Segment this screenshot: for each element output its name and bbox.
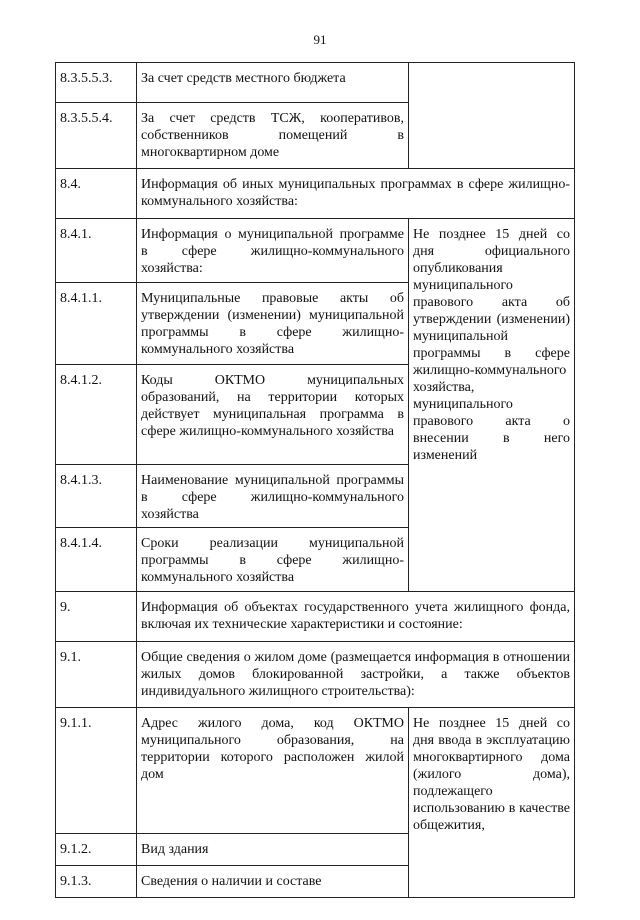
- row-description: За счет средств местного бюджета: [137, 63, 409, 103]
- deadline-house: Не позднее 15 дней со дня ввода в эксплуатацию многоквартирного дома (жилого дома), подлежащего использованию в качестве общежития,: [409, 708, 575, 898]
- row-description: Сведения о наличии и составе: [137, 866, 409, 898]
- row-description: Коды ОКТМО муниципальных образований, на территории которых действует муниципальная программа в сфере жилищно-коммунального хозяйства: [137, 365, 409, 465]
- section-heading: Информация об объектах государственного учета жилищного фонда, включая их технические характеристики и состояние:: [137, 592, 575, 642]
- row-number: 9.1.: [56, 642, 137, 708]
- row-description: За счет средств ТСЖ, кооперативов, собственников помещений в многоквартирном доме: [137, 103, 409, 169]
- row-number: 9.: [56, 592, 137, 642]
- deadline-cell-empty: [409, 63, 575, 169]
- row-description: Адрес жилого дома, код ОКТМО муниципального образования, на территории которого расположен жилой дом: [137, 708, 409, 834]
- table-row: [56, 219, 575, 283]
- table-row: [56, 642, 575, 708]
- row-number: 8.4.1.4.: [56, 528, 137, 592]
- row-number: 8.4.1.1.: [56, 283, 137, 365]
- row-description: Наименование муниципальной программы в сфере жилищно-коммунального хозяйства: [137, 465, 409, 528]
- table-row: [56, 592, 575, 642]
- row-number: 8.4.1.: [56, 219, 137, 283]
- row-number: 9.1.1.: [56, 708, 137, 834]
- row-number: 9.1.3.: [56, 866, 137, 898]
- table-row: [56, 708, 575, 834]
- page-number: 91: [313, 32, 327, 47]
- row-description: Информация о муниципальной программе в сфере жилищно-коммунального хозяйства:: [137, 219, 409, 283]
- deadline-program: Не позднее 15 дней со дня официального опубликования муниципального правового акта об утверждении (изменении) муниципальной программы в сфере жилищно-коммунального хозяйства, муниципального правового акта о внесении в него изменений: [409, 219, 575, 592]
- row-description: Вид здания: [137, 834, 409, 866]
- table-row: [56, 63, 575, 103]
- row-description: Сроки реализации муниципальной программы в сфере жилищно-коммунального хозяйства: [137, 528, 409, 592]
- row-description: Муниципальные правовые акты об утверждении (изменении) муниципальной программы в сфере жилищно-коммунального хозяйства: [137, 283, 409, 365]
- row-number: 9.1.2.: [56, 834, 137, 866]
- section-heading: Информация об иных муниципальных программах в сфере жилищно-коммунального хозяйства:: [137, 169, 575, 219]
- requirements-table: [55, 62, 575, 898]
- section-heading: Общие сведения о жилом доме (размещается информация в отношении жилых домов блокированной застройки, а также объектов индивидуального жилищного строительства):: [137, 642, 575, 708]
- row-number: 8.4.1.3.: [56, 465, 137, 528]
- table-row: [56, 169, 575, 219]
- row-number: 8.4.: [56, 169, 137, 219]
- row-number: 8.3.5.5.4.: [56, 103, 137, 169]
- row-number: 8.4.1.2.: [56, 365, 137, 465]
- row-number: 8.3.5.5.3.: [56, 63, 137, 103]
